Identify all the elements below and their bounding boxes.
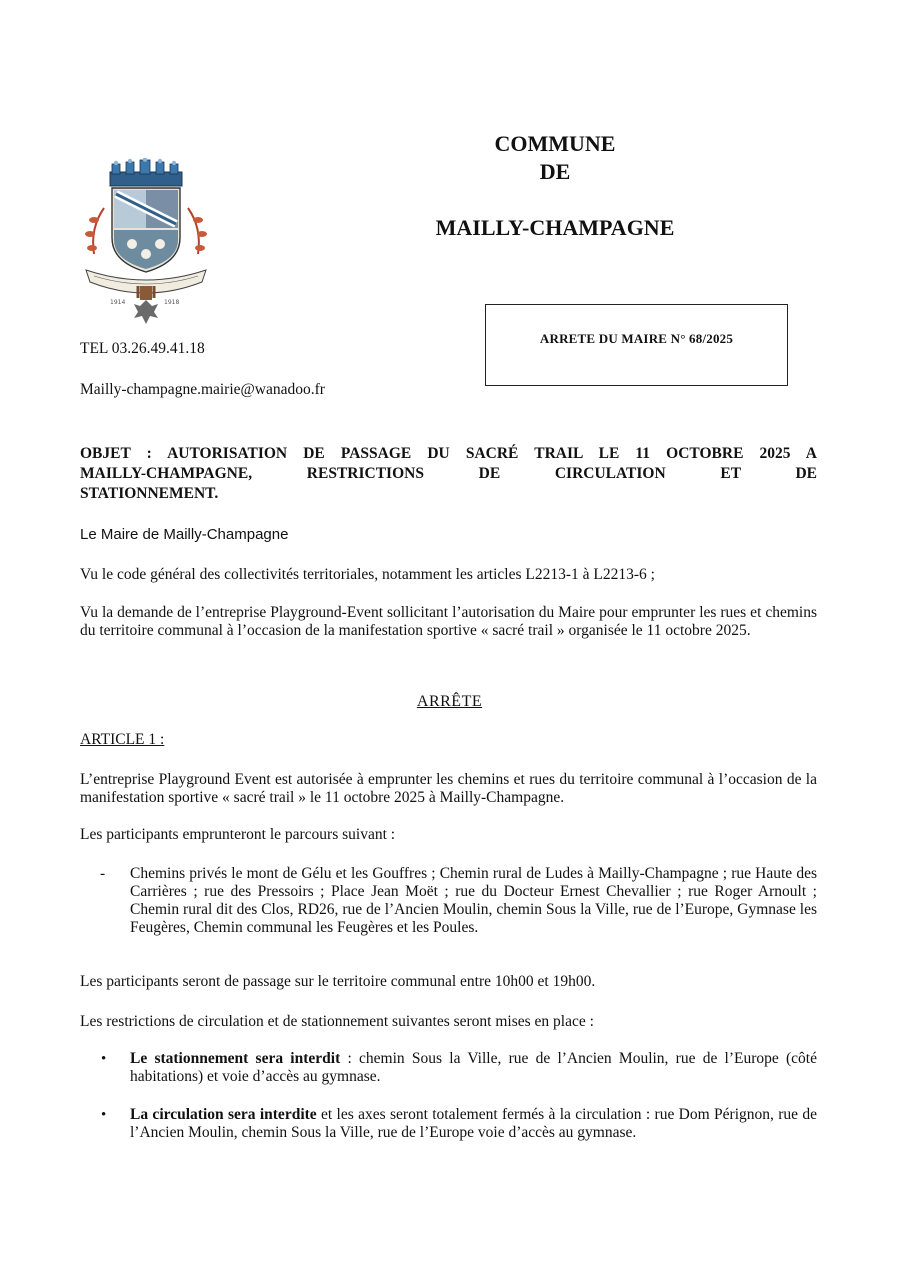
restriction-text: : chemin Sous la Ville, rue de l’Ancien Moulin, rue de l’Europe (côté habitations) et voie d’accès au gymnase. xyxy=(130,1050,817,1085)
arrete-heading: ARRÊTE xyxy=(416,693,483,710)
objet-heading xyxy=(80,444,817,504)
dash-marker: - xyxy=(100,865,106,882)
list-item xyxy=(100,1106,817,1142)
restrictions-list-circulation xyxy=(100,1106,817,1142)
objet-line-1: OBJET : AUTORISATION DE PASSAGE DU SACRÉ TRAIL LE 11 OCTOBRE 2025 A xyxy=(80,445,817,462)
vu-demande-paragraph: Vu la demande de l’entreprise Playground-Event sollicitant l’autorisation du Maire pour emprunter les rues et chemins du territoire communal à l’occasion de la manifestation sportive « sacré trail » organisée le 11 octobre 2025. xyxy=(80,604,817,639)
arrete-number: ARRETE DU MAIRE N° 68/2025 xyxy=(539,331,734,346)
bullet-icon: • xyxy=(101,1107,107,1123)
contact-phone: TEL 03.26.49.41.18 xyxy=(80,340,205,357)
svg-text:1914: 1914 xyxy=(110,299,126,306)
parcours-text: Chemins privés le mont de Gélu et les Gouffres ; Chemin rural de Ludes à Mailly-Champagne ; rue Haute des Carrières ; rue des Pressoirs ; Place Jean Moët ; rue du Docteur Ernest Chevallier ; rue Roger Arnoult ; Chemin rural dit des Clos, RD26, rue de l’Ancien Moulin, chemin Sous la Ville, rue de l’Europe, Gymnase les Feugères, Chemin communal les Feugères et les Poules. xyxy=(130,865,817,936)
restriction-label: La circulation sera interdite xyxy=(130,1106,317,1123)
restrictions-list-stationnement xyxy=(100,1050,817,1086)
coat-of-arms-icon xyxy=(80,158,212,324)
article-1-text: L’entreprise Playground Event est autorisée à emprunter les chemins et rues du territoire communal à l’occasion de la manifestation sportive « sacré trail » le 11 octobre 2025 à Mailly-Champagne. xyxy=(80,771,817,806)
contact-email: Mailly-champagne.mairie@wanadoo.fr xyxy=(80,381,325,398)
restriction-text: et les axes seront totalement fermés à la circulation : rue Dom Pérignon, rue de l’Ancien Moulin, chemin Sous la Ville, rue de l’Europe voie d’accès au gymnase. xyxy=(130,1106,817,1141)
commune-title-line2: DE xyxy=(539,159,571,184)
bullet-icon: • xyxy=(101,1051,107,1067)
arrete-number-box xyxy=(485,304,788,386)
restriction-label: Le stationnement sera interdit xyxy=(130,1050,341,1067)
objet-line-2: MAILLY-CHAMPAGNE, RESTRICTIONS DE CIRCULATION ET DE xyxy=(80,465,817,482)
maire-line: Le Maire de Mailly-Champagne xyxy=(80,526,289,543)
objet-line-3: STATIONNEMENT. xyxy=(80,485,219,502)
list-item xyxy=(100,865,817,937)
list-item xyxy=(100,1050,817,1086)
vu-code-paragraph: Vu le code général des collectivités territoriales, notamment les articles L2213-1 à L2213-6 ; xyxy=(80,566,655,583)
restrictions-intro: Les restrictions de circulation et de stationnement suivantes seront mises en place : xyxy=(80,1013,594,1030)
svg-text:1918: 1918 xyxy=(164,299,180,306)
commune-title-line1: COMMUNE xyxy=(494,131,616,156)
commune-name: MAILLY-CHAMPAGNE xyxy=(435,215,675,240)
passage-hours: Les participants seront de passage sur le territoire communal entre 10h00 et 19h00. xyxy=(80,973,596,990)
parcours-list xyxy=(100,865,817,937)
article-1-title: ARTICLE 1 : xyxy=(80,731,165,748)
parcours-intro: Les participants emprunteront le parcours suivant : xyxy=(80,826,396,843)
